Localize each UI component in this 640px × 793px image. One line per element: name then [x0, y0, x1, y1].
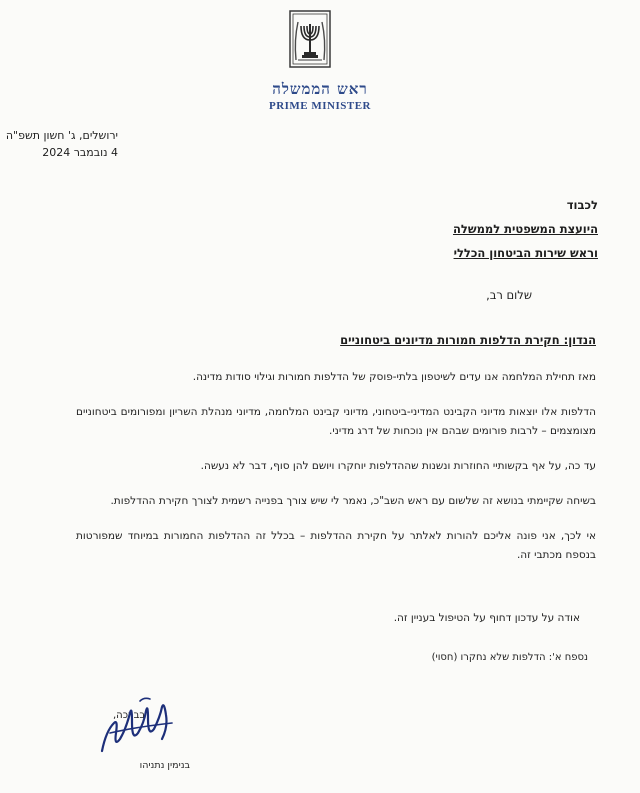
body-paragraph-1: מאז תחילת המלחמה אנו עדים לשיטפון בלתי-פוסק של הדלפות חמורות וגילוי סודות מדינה.	[192, 371, 596, 383]
regards: בברכה,	[113, 710, 146, 721]
addressee-block	[298, 193, 598, 265]
greeting: שלום רב,	[486, 288, 532, 302]
addressee-salutation: לכבוד	[566, 198, 598, 212]
menorah-emblem-icon	[289, 10, 331, 68]
closing-line: אודה על עדכון דחוף על הטיפול בעניין זה.	[393, 612, 580, 624]
hebrew-date: ירושלים, ג' חשון תשפ"ה	[5, 129, 118, 142]
addressee-recipient-2: וראש שירות הביטחון הכללי	[453, 246, 598, 260]
letterhead-office-english: PRIME MINISTER	[268, 100, 372, 112]
gregorian-date: 4 נובמבר 2024	[42, 146, 118, 159]
addressee-recipient-1: היועצת המשפטית לממשלה	[452, 222, 598, 236]
date-block	[0, 127, 118, 161]
signer-name: בנימין נתניהו	[139, 760, 190, 771]
body-paragraph-3: עד כה, על אף בקשותיי החוזרות ונשנות שההדלפות יוחקרו ויושם להן סוף, דבר לא נעשה.	[200, 460, 596, 472]
subject-line: הנדון: חקירת הדלפות חמורות מדיונים ביטחוניים	[340, 333, 596, 347]
handwritten-signature	[96, 693, 180, 765]
attachment-note: נספח א': הדלפות שלא נחקרו (חסוי)	[431, 652, 588, 663]
body-paragraph-5: אי לכך, אני פונה אליכם להורות לאלתר על חקירת ההדלפות – בכלל זה ההדלפות החמורות במיוחד שמפורטות בנספח מכתבי זה.	[76, 530, 596, 561]
letter-body	[76, 368, 596, 577]
body-paragraph-4: בשיחה שקיימתי בנושא זה שלשום עם ראש השב"כ, נאמר לי שיש צורך בפנייה רשמית לצורך חקירת ההדלפות.	[110, 495, 596, 507]
body-paragraph-2: הדלפות אלו יוצאות מדיוני הקבינט המדיני-ביטחוני, מדיוני קבינט המלחמה, מדיוני מנהלת השריון ומפורומים ביטחוניים מצומצמים – לרבות פורומים שבהם אין נוכחות של דרג מדיני.	[76, 406, 596, 437]
letterhead-office-hebrew: ראש הממשלה	[272, 80, 368, 98]
